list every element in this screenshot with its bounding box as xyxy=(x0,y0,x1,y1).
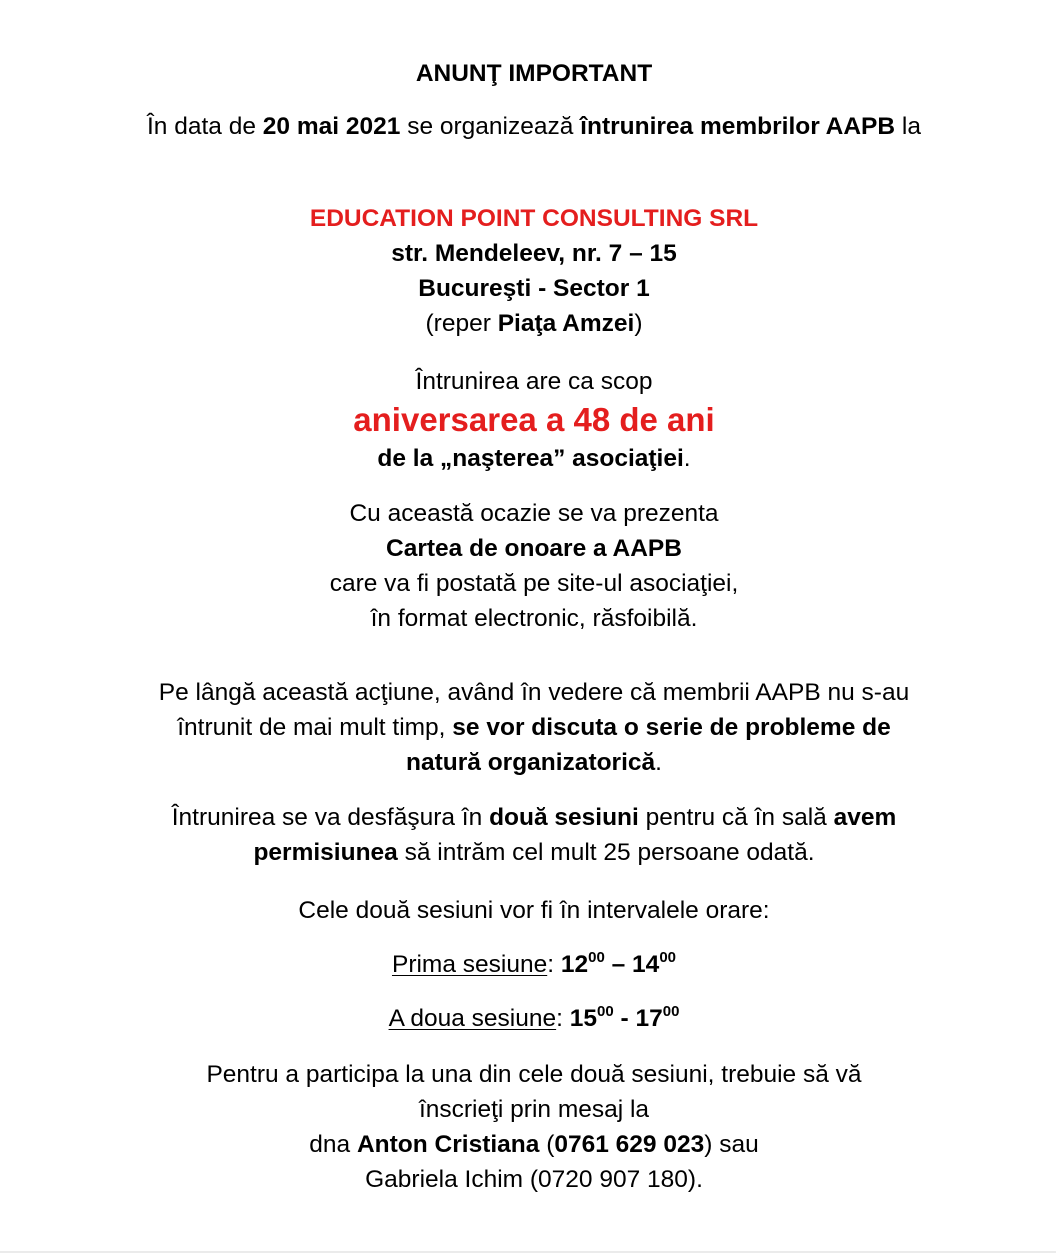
venue-reference-text: (reper xyxy=(425,310,498,337)
venue-block xyxy=(60,201,1008,341)
venue-reference-text: ) xyxy=(634,310,643,337)
session-one-time xyxy=(561,951,676,978)
purpose-block xyxy=(60,364,1008,476)
session-two xyxy=(60,1001,1008,1036)
book-line: care va fi postată pe site-ul asociaţiei, xyxy=(329,570,739,597)
meeting-date: 20 mai 2021 xyxy=(262,113,401,140)
time-separator: – xyxy=(604,951,633,978)
end-hour: 14 xyxy=(632,951,660,978)
sessions-paragraph xyxy=(60,800,1008,870)
intro-text: se organizează xyxy=(400,113,581,140)
organizational-bold: se vor discuta o serie de probleme de natură organizatorică xyxy=(406,714,891,776)
organizational-text: Pe lângă această acţiune, având în vedere că membrii AAPB nu s-au întrunit de mai mult timp, xyxy=(158,679,910,741)
venue-city: Bucureşti - Sector 1 xyxy=(418,275,650,302)
session-two-label: A doua sesiune xyxy=(388,1005,557,1032)
times-intro: Cele două sesiuni vor fi în intervalele orare: xyxy=(298,897,770,924)
book-title: Cartea de onoare a AAPB xyxy=(386,535,682,562)
session-one xyxy=(60,947,1008,982)
venue-street: str. Mendeleev, nr. 7 – 15 xyxy=(391,240,677,267)
purpose-tail-bold: de la „naşterea” asociaţiei xyxy=(377,445,684,472)
purpose-tail xyxy=(60,441,1008,476)
contact-line: înscrieţi prin mesaj la xyxy=(418,1096,650,1123)
contact-person-line xyxy=(60,1127,1008,1162)
anniversary-highlight: aniversarea a 48 de ani xyxy=(353,401,715,438)
end-hour: 17 xyxy=(635,1005,663,1032)
session-one-label: Prima sesiune xyxy=(391,951,548,978)
venue-reference xyxy=(60,306,1008,341)
contact-text: ) sau xyxy=(704,1131,759,1158)
time-separator: - xyxy=(613,1005,636,1032)
intro-text: la xyxy=(895,113,921,140)
intro-paragraph xyxy=(60,109,1008,144)
session-colon: : xyxy=(547,951,561,978)
venue-landmark: Piaţa Amzei xyxy=(497,310,635,337)
announcement-title: ANUNŢ IMPORTANT xyxy=(415,60,653,87)
contact-line: Pentru a participa la una din cele două sesiuni, trebuie să vă xyxy=(206,1061,862,1088)
sessions-bold: avem permisiunea xyxy=(253,804,897,866)
start-minute: 00 xyxy=(588,949,605,966)
book-line: Cu această ocazie se va prezenta xyxy=(349,500,719,527)
contact-name: Anton Cristiana xyxy=(356,1131,540,1158)
end-minute: 00 xyxy=(659,949,676,966)
organizational-text: . xyxy=(655,749,662,776)
venue-company: EDUCATION POINT CONSULTING SRL xyxy=(309,205,759,232)
organizational-paragraph xyxy=(60,675,1008,780)
purpose-intro: Întrunirea are ca scop xyxy=(415,368,653,395)
page-bottom-divider xyxy=(0,1251,1056,1253)
book-block xyxy=(60,496,1008,636)
intro-text: În data de xyxy=(147,113,263,140)
book-line: în format electronic, răsfoibilă. xyxy=(370,605,698,632)
session-colon: : xyxy=(556,1005,570,1032)
contact-text: ( xyxy=(539,1131,555,1158)
sessions-bold: două sesiuni xyxy=(489,804,639,831)
contact-phone: 0761 629 023 xyxy=(554,1131,705,1158)
sessions-text: pentru că în sală xyxy=(638,804,834,831)
start-hour: 15 xyxy=(569,1005,598,1032)
contact-block xyxy=(60,1057,1008,1197)
session-two-time xyxy=(570,1005,680,1032)
start-minute: 00 xyxy=(597,1003,614,1020)
contact-text: dna xyxy=(309,1131,357,1158)
sessions-text: să intrăm cel mult 25 persoane odată. xyxy=(397,839,815,866)
contact-line: Gabriela Ichim (0720 907 180). xyxy=(365,1166,703,1193)
start-hour: 12 xyxy=(560,951,589,978)
sessions-text: Întrunirea se va desfăşura în xyxy=(171,804,490,831)
meeting-subject: întrunirea membrilor AAPB xyxy=(580,113,896,140)
purpose-tail-end: . xyxy=(683,445,691,472)
end-minute: 00 xyxy=(662,1003,680,1020)
